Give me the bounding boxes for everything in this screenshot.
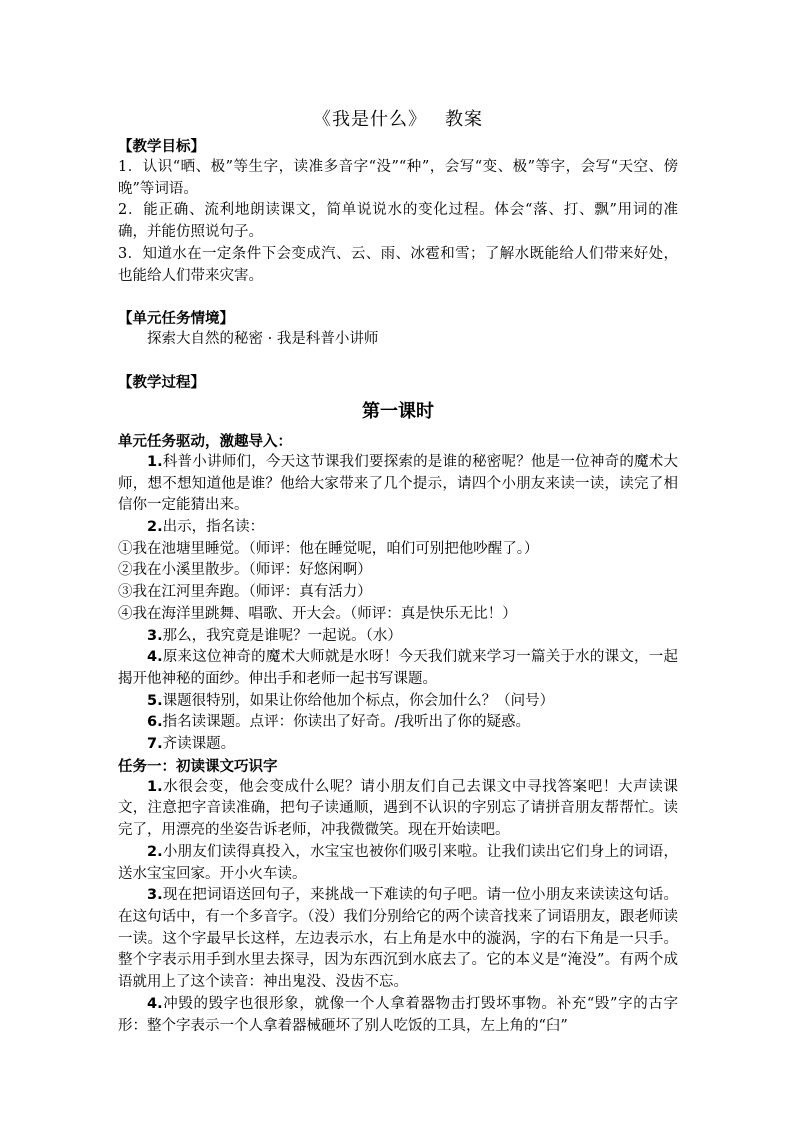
step-text: 小朋友们读得真投入，水宝宝也被你们吸引来啦。让我们读出它们身上的词语，送水宝宝回家。开小火车读。: [118, 843, 678, 882]
title-suffix: 教案: [445, 109, 483, 130]
step-number: 3.: [147, 887, 163, 904]
intro-step-6: [118, 712, 678, 734]
hint-4: ④我在海洋里跳舞、唱歌、开大会。（师评：真是快乐无比！）: [118, 605, 517, 622]
step-number: 4.: [147, 995, 163, 1012]
intro-step-1: [118, 452, 678, 517]
intro-step-3: [118, 626, 678, 648]
intro-heading: 单元任务驱动，激趣导入：: [118, 432, 292, 450]
document-title: [118, 108, 678, 132]
intro-step-5: [118, 691, 678, 713]
title-main: 《我是什么》: [313, 109, 427, 130]
document-page: [118, 108, 678, 1037]
step-number: 5.: [147, 692, 163, 709]
task1-step-3: [118, 885, 678, 994]
step-text: 现在把词语送回句子，来挑战一下难读的句子吧。请一位小朋友来读读这句话。在这句话中，有一个多音字。（没）我们分别给它的两个读音找来了词语朋友，跟老师读一读。这个字最早长这样，左边表示水，右上角是水中的漩涡，字的右下角是一只手。整个字表示用手到水里去探寻，因为东西沉到水底去了。它的本义是“淹没”。有两个成语就用上了这个读音：神出鬼没、没齿不忘。: [118, 887, 678, 991]
step-text: 齐读课题。: [162, 736, 236, 753]
spacer: [118, 287, 678, 308]
step-number: 1.: [147, 453, 163, 470]
hint-1: ①我在池塘里睡觉。（师评：他在睡觉呢，咱们可别把他吵醒了。）: [118, 540, 539, 557]
goals-heading: 【教学目标】: [118, 138, 205, 155]
intro-step-4: [118, 647, 678, 690]
step-number: 3.: [147, 627, 163, 644]
goal-item-3: 3．知道水在一定条件下会变成汽、云、雨、冰雹和雪；了解水既能给人们带来好处，也能给人们带来灾害。: [118, 245, 678, 284]
step-text: 那么，我究竟是谁呢？一起说。（水）: [162, 627, 402, 644]
goal-item-2: 2．能正确、流利地朗读课文，简单说说水的变化过程。体会“落、打、飘”用词的准确，并能仿照说句子。: [118, 202, 678, 241]
step-number: 1.: [147, 778, 163, 795]
task1-heading: 任务一：初读课文巧识字: [118, 757, 278, 775]
intro-step-2: [118, 517, 678, 539]
step-text: 课题很特别，如果让你给他加个标点，你会加什么？（问号）: [162, 692, 555, 709]
step-text: 冲毁的毁字也很形象，就像一个人拿着器物击打毁坏事物。补充“毁”字的古字形：整个字表示一个人拿着器械砸坏了别人吃饭的工具，左上角的“臼”: [118, 995, 678, 1034]
step-text: 原来这位神奇的魔术大师就是水呀！今天我们就来学习一篇关于水的课文，一起揭开他神秘的面纱。伸出手和老师一起书写课题。: [118, 649, 678, 687]
situation-text: 探索大自然的秘密 · 我是科普小讲师: [147, 331, 379, 348]
step-text: 指名读课题。点评：你读出了好奇。/我听出了你的疑惑。: [162, 714, 530, 731]
step-number: 6.: [147, 714, 163, 731]
task1-step-4: [118, 994, 678, 1037]
situation-heading: 【单元任务情境】: [118, 310, 234, 328]
step-number: 7.: [147, 736, 163, 753]
goal-item-1: 1．认识“晒、极”等生字，读准多音字“没”“种”，会写“变、极”等字，会写“天空、傍晚”等词语。: [118, 159, 678, 197]
hint-3: ③我在江河里奔跑。（师评：真有活力）: [118, 584, 372, 601]
task1-step-2: [118, 842, 678, 885]
step-number: 4.: [147, 649, 163, 666]
lesson-title: 第一课时: [362, 400, 434, 422]
step-text: 水很会变，他会变成什么呢？请小朋友们自己去课文中寻找答案吧！大声读课文，注意把字音读准确，把句子读通顺，遇到不认识的字别忘了请拼音朋友帮帮忙。读完了，用漂亮的坐姿告诉老师，冲我微微笑。现在开始读吧。: [118, 778, 678, 839]
process-heading: 【教学过程】: [118, 373, 205, 391]
step-number: 2.: [147, 519, 163, 536]
task1-step-1: [118, 777, 678, 842]
spacer: [118, 351, 678, 372]
step-text: 出示，指名读：: [162, 519, 265, 536]
hint-2: ②我在小溪里散步。（师评：好悠闲啊）: [118, 562, 372, 579]
step-number: 2.: [147, 843, 163, 860]
step-text: 科普小讲师们，今天这节课我们要探索的是谁的秘密呢？他是一位神奇的魔术大师，想不想知道他是谁？他给大家带来了几个提示，请四个小朋友来读一读，读完了相信你一定能猜出来。: [118, 453, 678, 514]
intro-step-7: [118, 734, 678, 756]
